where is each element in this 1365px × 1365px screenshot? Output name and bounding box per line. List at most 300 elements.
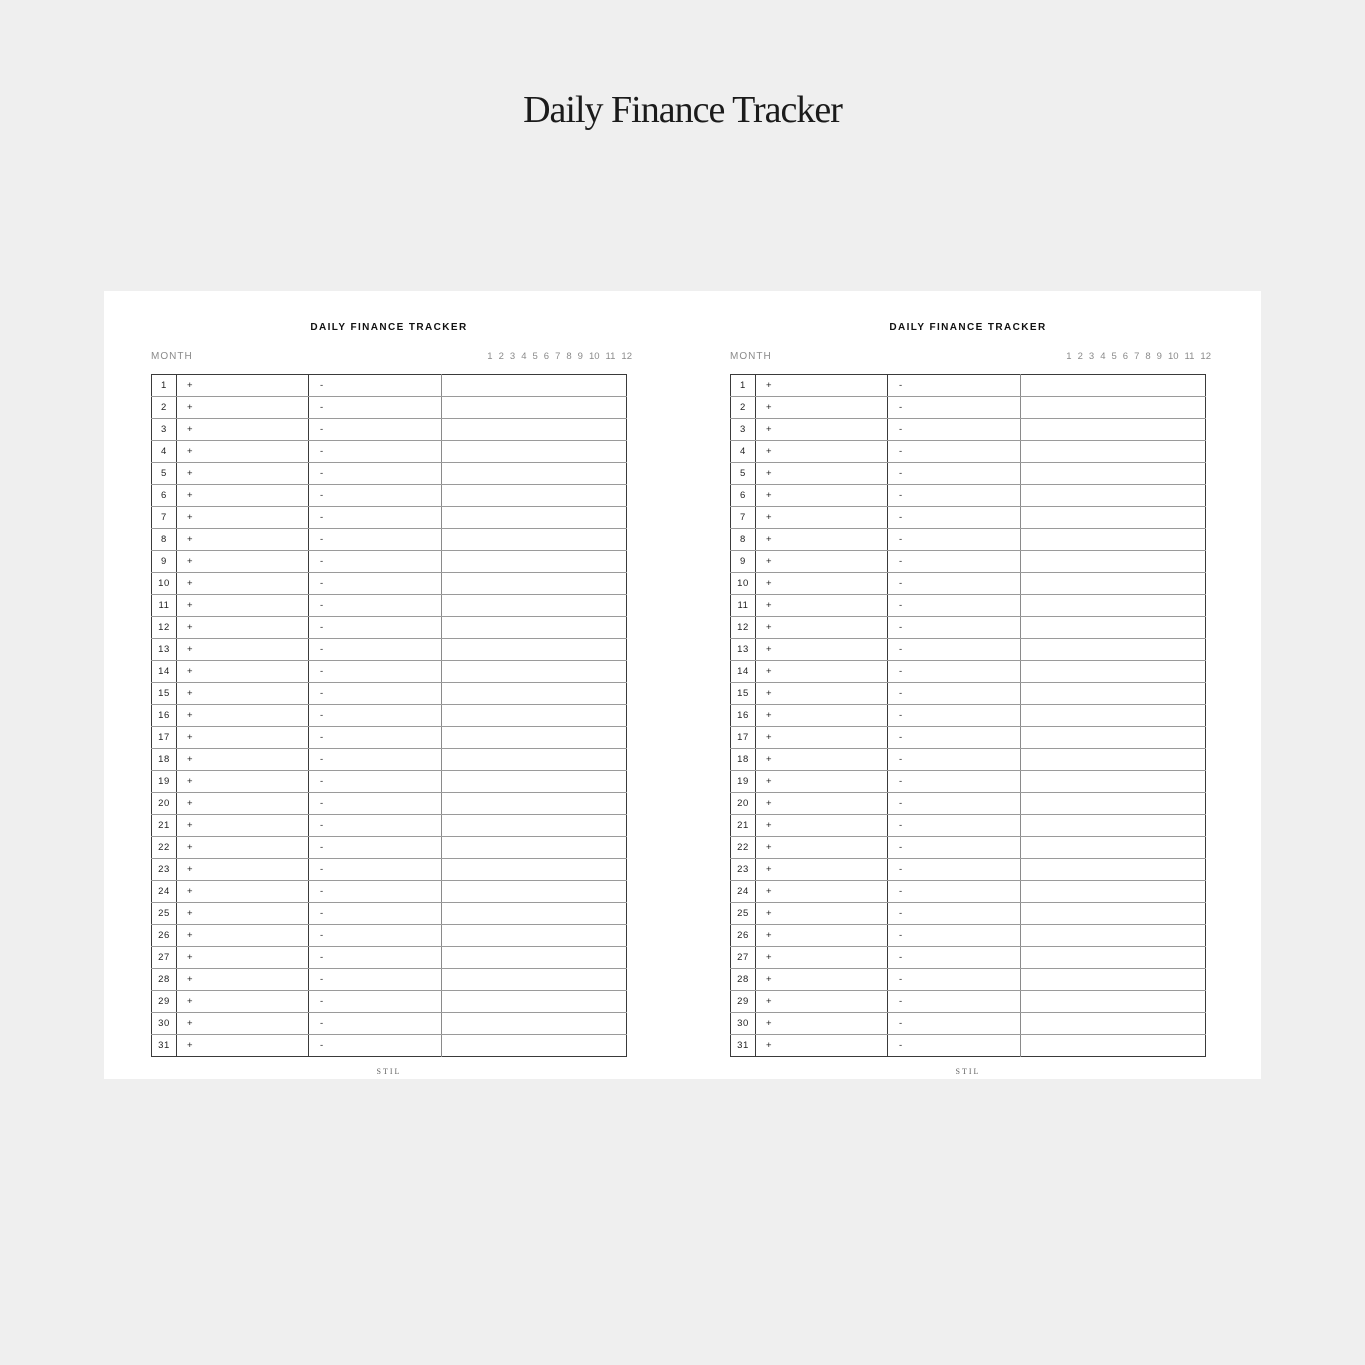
income-cell[interactable]: + bbox=[756, 1035, 888, 1057]
notes-cell[interactable] bbox=[1021, 617, 1206, 639]
expense-cell[interactable]: - bbox=[888, 859, 1021, 881]
expense-cell[interactable]: - bbox=[309, 375, 442, 397]
month-selector bbox=[1066, 351, 1211, 362]
expense-cell[interactable]: - bbox=[309, 969, 442, 991]
day-number: 8 bbox=[731, 529, 756, 551]
expense-cell[interactable]: - bbox=[888, 903, 1021, 925]
table-row bbox=[731, 573, 1206, 595]
income-cell[interactable]: + bbox=[756, 793, 888, 815]
expense-cell[interactable]: - bbox=[309, 1013, 442, 1035]
notes-cell[interactable] bbox=[442, 749, 627, 771]
expense-cell[interactable]: - bbox=[888, 969, 1021, 991]
day-number: 22 bbox=[731, 837, 756, 859]
expense-cell[interactable]: - bbox=[888, 551, 1021, 573]
income-cell[interactable]: + bbox=[177, 727, 309, 749]
expense-cell[interactable]: - bbox=[888, 881, 1021, 903]
notes-cell[interactable] bbox=[1021, 749, 1206, 771]
expense-cell[interactable]: - bbox=[888, 397, 1021, 419]
day-number: 20 bbox=[731, 793, 756, 815]
income-cell[interactable]: + bbox=[177, 397, 309, 419]
expense-cell[interactable]: - bbox=[888, 1035, 1021, 1057]
expense-cell[interactable]: - bbox=[309, 639, 442, 661]
day-number: 9 bbox=[152, 551, 177, 573]
income-cell[interactable]: + bbox=[177, 991, 309, 1013]
income-cell[interactable]: + bbox=[177, 595, 309, 617]
notes-cell[interactable] bbox=[1021, 727, 1206, 749]
notes-cell[interactable] bbox=[442, 573, 627, 595]
notes-cell[interactable] bbox=[1021, 419, 1206, 441]
notes-cell[interactable] bbox=[442, 639, 627, 661]
income-cell[interactable]: + bbox=[756, 859, 888, 881]
month-option[interactable]: 7 bbox=[555, 351, 561, 362]
expense-cell[interactable]: - bbox=[888, 837, 1021, 859]
expense-cell[interactable]: - bbox=[309, 529, 442, 551]
notes-cell[interactable] bbox=[1021, 925, 1206, 947]
table-row bbox=[152, 947, 627, 969]
notes-cell[interactable] bbox=[442, 727, 627, 749]
notes-cell[interactable] bbox=[442, 947, 627, 969]
expense-cell[interactable]: - bbox=[888, 991, 1021, 1013]
planner-spread bbox=[104, 291, 1261, 1079]
table-row bbox=[731, 991, 1206, 1013]
month-option[interactable]: 9 bbox=[1156, 351, 1162, 362]
income-cell[interactable]: + bbox=[756, 881, 888, 903]
expense-cell[interactable]: - bbox=[309, 749, 442, 771]
table-row bbox=[152, 815, 627, 837]
table-row bbox=[152, 375, 627, 397]
day-number: 16 bbox=[152, 705, 177, 727]
month-option[interactable]: 8 bbox=[566, 351, 572, 362]
expense-cell[interactable]: - bbox=[309, 617, 442, 639]
income-cell[interactable]: + bbox=[756, 529, 888, 551]
notes-cell[interactable] bbox=[442, 969, 627, 991]
table-row bbox=[731, 837, 1206, 859]
day-number: 4 bbox=[731, 441, 756, 463]
expense-cell[interactable]: - bbox=[309, 705, 442, 727]
table-row bbox=[152, 925, 627, 947]
income-cell[interactable]: + bbox=[177, 749, 309, 771]
day-number: 7 bbox=[152, 507, 177, 529]
expense-cell[interactable]: - bbox=[888, 727, 1021, 749]
day-number: 10 bbox=[731, 573, 756, 595]
notes-cell[interactable] bbox=[442, 1035, 627, 1057]
expense-cell[interactable]: - bbox=[888, 463, 1021, 485]
month-option[interactable]: 6 bbox=[543, 351, 550, 362]
table-row bbox=[731, 749, 1206, 771]
expense-cell[interactable]: - bbox=[888, 617, 1021, 639]
month-option[interactable]: 10 bbox=[588, 351, 600, 362]
notes-cell[interactable] bbox=[442, 1013, 627, 1035]
table-row bbox=[731, 815, 1206, 837]
expense-cell[interactable]: - bbox=[309, 727, 442, 749]
day-number: 11 bbox=[152, 595, 177, 617]
brand-logo: STIL bbox=[376, 1067, 402, 1076]
month-option[interactable]: 9 bbox=[577, 351, 583, 362]
income-cell[interactable]: + bbox=[177, 881, 309, 903]
notes-cell[interactable] bbox=[1021, 969, 1206, 991]
expense-cell[interactable]: - bbox=[309, 991, 442, 1013]
expense-cell[interactable]: - bbox=[309, 441, 442, 463]
notes-cell[interactable] bbox=[1021, 815, 1206, 837]
table-row bbox=[152, 573, 627, 595]
day-number: 3 bbox=[152, 419, 177, 441]
table-row bbox=[152, 771, 627, 793]
table-row bbox=[152, 419, 627, 441]
month-option[interactable]: 4 bbox=[1100, 351, 1106, 362]
expense-cell[interactable]: - bbox=[888, 683, 1021, 705]
expense-cell[interactable]: - bbox=[309, 507, 442, 529]
day-number: 23 bbox=[731, 859, 756, 881]
notes-cell[interactable] bbox=[1021, 529, 1206, 551]
expense-cell[interactable]: - bbox=[309, 661, 442, 683]
table-row bbox=[152, 595, 627, 617]
day-number: 19 bbox=[731, 771, 756, 793]
notes-cell[interactable] bbox=[442, 375, 627, 397]
day-number: 26 bbox=[731, 925, 756, 947]
expense-cell[interactable]: - bbox=[309, 551, 442, 573]
notes-cell[interactable] bbox=[1021, 837, 1206, 859]
table-row bbox=[152, 683, 627, 705]
notes-cell[interactable] bbox=[442, 397, 627, 419]
expense-cell[interactable]: - bbox=[309, 573, 442, 595]
day-number: 29 bbox=[152, 991, 177, 1013]
notes-cell[interactable] bbox=[1021, 991, 1206, 1013]
notes-cell[interactable] bbox=[442, 617, 627, 639]
expense-cell[interactable]: - bbox=[888, 375, 1021, 397]
day-number: 18 bbox=[152, 749, 177, 771]
table-row bbox=[731, 1013, 1206, 1035]
table-row bbox=[731, 485, 1206, 507]
expense-cell[interactable]: - bbox=[888, 771, 1021, 793]
notes-cell[interactable] bbox=[442, 661, 627, 683]
table-row bbox=[152, 793, 627, 815]
notes-cell[interactable] bbox=[1021, 683, 1206, 705]
income-cell[interactable]: + bbox=[177, 1013, 309, 1035]
expense-cell[interactable]: - bbox=[309, 793, 442, 815]
notes-cell[interactable] bbox=[1021, 375, 1206, 397]
expense-cell[interactable]: - bbox=[309, 947, 442, 969]
income-cell[interactable]: + bbox=[756, 749, 888, 771]
table-row bbox=[152, 617, 627, 639]
day-number: 13 bbox=[152, 639, 177, 661]
income-cell[interactable]: + bbox=[756, 1013, 888, 1035]
expense-cell[interactable]: - bbox=[888, 507, 1021, 529]
notes-cell[interactable] bbox=[442, 507, 627, 529]
notes-cell[interactable] bbox=[442, 551, 627, 573]
income-cell[interactable]: + bbox=[177, 573, 309, 595]
income-cell[interactable]: + bbox=[756, 463, 888, 485]
expense-cell[interactable]: - bbox=[309, 595, 442, 617]
notes-cell[interactable] bbox=[442, 463, 627, 485]
day-number: 14 bbox=[731, 661, 756, 683]
expense-cell[interactable]: - bbox=[888, 815, 1021, 837]
income-cell[interactable]: + bbox=[756, 485, 888, 507]
income-cell[interactable]: + bbox=[756, 815, 888, 837]
notes-cell[interactable] bbox=[1021, 573, 1206, 595]
income-cell[interactable]: + bbox=[177, 419, 309, 441]
table-row bbox=[152, 463, 627, 485]
income-cell[interactable]: + bbox=[756, 419, 888, 441]
income-cell[interactable]: + bbox=[177, 859, 309, 881]
month-option[interactable]: 1 bbox=[1066, 351, 1072, 362]
expense-cell[interactable]: - bbox=[309, 837, 442, 859]
table-row bbox=[731, 925, 1206, 947]
table-row bbox=[152, 837, 627, 859]
income-cell[interactable]: + bbox=[177, 551, 309, 573]
notes-cell[interactable] bbox=[1021, 947, 1206, 969]
month-option[interactable]: 5 bbox=[532, 351, 538, 362]
notes-cell[interactable] bbox=[442, 683, 627, 705]
expense-cell[interactable]: - bbox=[888, 441, 1021, 463]
month-option[interactable]: 3 bbox=[509, 351, 516, 362]
month-option[interactable]: 2 bbox=[498, 351, 504, 362]
table-row bbox=[152, 507, 627, 529]
expense-cell[interactable]: - bbox=[888, 947, 1021, 969]
notes-cell[interactable] bbox=[442, 881, 627, 903]
expense-cell[interactable]: - bbox=[309, 903, 442, 925]
income-cell[interactable]: + bbox=[177, 837, 309, 859]
income-cell[interactable]: + bbox=[177, 683, 309, 705]
notes-cell[interactable] bbox=[442, 793, 627, 815]
notes-cell[interactable] bbox=[442, 859, 627, 881]
notes-cell[interactable] bbox=[1021, 903, 1206, 925]
notes-cell[interactable] bbox=[1021, 463, 1206, 485]
notes-cell[interactable] bbox=[442, 771, 627, 793]
income-cell[interactable]: + bbox=[177, 815, 309, 837]
day-number: 30 bbox=[152, 1013, 177, 1035]
day-number: 28 bbox=[152, 969, 177, 991]
notes-cell[interactable] bbox=[1021, 705, 1206, 727]
month-option[interactable]: 11 bbox=[1184, 351, 1195, 362]
expense-cell[interactable]: - bbox=[309, 683, 442, 705]
expense-cell[interactable]: - bbox=[309, 397, 442, 419]
notes-cell[interactable] bbox=[1021, 771, 1206, 793]
table-row bbox=[731, 441, 1206, 463]
notes-cell[interactable] bbox=[1021, 397, 1206, 419]
income-cell[interactable]: + bbox=[756, 639, 888, 661]
income-cell[interactable]: + bbox=[756, 595, 888, 617]
expense-cell[interactable]: - bbox=[888, 793, 1021, 815]
table-row bbox=[731, 463, 1206, 485]
income-cell[interactable]: + bbox=[756, 947, 888, 969]
income-cell[interactable]: + bbox=[756, 969, 888, 991]
income-cell[interactable]: + bbox=[177, 463, 309, 485]
income-cell[interactable]: + bbox=[177, 793, 309, 815]
day-number: 6 bbox=[731, 485, 756, 507]
day-number: 18 bbox=[731, 749, 756, 771]
expense-cell[interactable]: - bbox=[309, 771, 442, 793]
day-number: 3 bbox=[731, 419, 756, 441]
expense-cell[interactable]: - bbox=[888, 529, 1021, 551]
income-cell[interactable]: + bbox=[177, 375, 309, 397]
income-cell[interactable]: + bbox=[756, 683, 888, 705]
month-option[interactable]: 3 bbox=[1088, 351, 1095, 362]
month-option[interactable]: 8 bbox=[1145, 351, 1151, 362]
month-option[interactable]: 1 bbox=[487, 351, 493, 362]
expense-cell[interactable]: - bbox=[888, 639, 1021, 661]
income-cell[interactable]: + bbox=[177, 1035, 309, 1057]
notes-cell[interactable] bbox=[442, 925, 627, 947]
income-cell[interactable]: + bbox=[756, 573, 888, 595]
income-cell[interactable]: + bbox=[756, 705, 888, 727]
income-cell[interactable]: + bbox=[177, 969, 309, 991]
table-row bbox=[152, 969, 627, 991]
income-cell[interactable]: + bbox=[756, 903, 888, 925]
expense-cell[interactable]: - bbox=[309, 815, 442, 837]
day-number: 1 bbox=[152, 375, 177, 397]
expense-cell[interactable]: - bbox=[888, 419, 1021, 441]
expense-cell[interactable]: - bbox=[309, 1035, 442, 1057]
table-row bbox=[731, 683, 1206, 705]
income-cell[interactable]: + bbox=[756, 397, 888, 419]
day-number: 20 bbox=[152, 793, 177, 815]
table-row bbox=[731, 969, 1206, 991]
table-row bbox=[731, 859, 1206, 881]
income-cell[interactable]: + bbox=[177, 485, 309, 507]
income-cell[interactable]: + bbox=[756, 925, 888, 947]
day-number: 22 bbox=[152, 837, 177, 859]
expense-cell[interactable]: - bbox=[888, 1013, 1021, 1035]
day-number: 7 bbox=[731, 507, 756, 529]
day-number: 13 bbox=[731, 639, 756, 661]
month-option[interactable]: 12 bbox=[1200, 351, 1211, 362]
brand-logo: STIL bbox=[955, 1067, 981, 1076]
notes-cell[interactable] bbox=[442, 529, 627, 551]
notes-cell[interactable] bbox=[1021, 441, 1206, 463]
day-number: 8 bbox=[152, 529, 177, 551]
table-row bbox=[731, 375, 1206, 397]
notes-cell[interactable] bbox=[442, 705, 627, 727]
day-number: 14 bbox=[152, 661, 177, 683]
table-row bbox=[152, 1035, 627, 1057]
income-cell[interactable]: + bbox=[756, 441, 888, 463]
notes-cell[interactable] bbox=[1021, 881, 1206, 903]
table-row bbox=[731, 507, 1206, 529]
notes-cell[interactable] bbox=[1021, 639, 1206, 661]
income-cell[interactable]: + bbox=[177, 771, 309, 793]
month-label: MONTH bbox=[151, 351, 193, 362]
income-cell[interactable]: + bbox=[177, 925, 309, 947]
notes-cell[interactable] bbox=[1021, 595, 1206, 617]
table-row bbox=[152, 661, 627, 683]
notes-cell[interactable] bbox=[442, 485, 627, 507]
notes-cell[interactable] bbox=[442, 903, 627, 925]
income-cell[interactable]: + bbox=[756, 551, 888, 573]
expense-cell[interactable]: - bbox=[309, 881, 442, 903]
day-number: 17 bbox=[152, 727, 177, 749]
notes-cell[interactable] bbox=[1021, 661, 1206, 683]
day-number: 26 bbox=[152, 925, 177, 947]
notes-cell[interactable] bbox=[1021, 551, 1206, 573]
table-row bbox=[152, 639, 627, 661]
notes-cell[interactable] bbox=[442, 419, 627, 441]
day-number: 2 bbox=[731, 397, 756, 419]
income-cell[interactable]: + bbox=[177, 705, 309, 727]
expense-cell[interactable]: - bbox=[888, 705, 1021, 727]
notes-cell[interactable] bbox=[442, 441, 627, 463]
month-option[interactable]: 7 bbox=[1134, 351, 1140, 362]
day-number: 27 bbox=[152, 947, 177, 969]
notes-cell[interactable] bbox=[1021, 485, 1206, 507]
income-cell[interactable]: + bbox=[756, 991, 888, 1013]
income-cell[interactable]: + bbox=[756, 375, 888, 397]
notes-cell[interactable] bbox=[442, 815, 627, 837]
table-row bbox=[731, 903, 1206, 925]
day-number: 19 bbox=[152, 771, 177, 793]
income-cell[interactable]: + bbox=[756, 727, 888, 749]
day-number: 23 bbox=[152, 859, 177, 881]
table-row bbox=[731, 1035, 1206, 1057]
expense-cell[interactable]: - bbox=[888, 573, 1021, 595]
income-cell[interactable]: + bbox=[756, 771, 888, 793]
month-option[interactable]: 6 bbox=[1122, 351, 1129, 362]
notes-cell[interactable] bbox=[1021, 1035, 1206, 1057]
month-option[interactable]: 12 bbox=[621, 351, 632, 362]
table-row bbox=[731, 617, 1206, 639]
table-row bbox=[152, 1013, 627, 1035]
table-row bbox=[152, 749, 627, 771]
expense-cell[interactable]: - bbox=[309, 925, 442, 947]
notes-cell[interactable] bbox=[1021, 507, 1206, 529]
income-cell[interactable]: + bbox=[756, 617, 888, 639]
table-row bbox=[731, 661, 1206, 683]
income-cell[interactable]: + bbox=[177, 903, 309, 925]
expense-cell[interactable]: - bbox=[888, 485, 1021, 507]
income-cell[interactable]: + bbox=[756, 661, 888, 683]
month-option[interactable]: 5 bbox=[1111, 351, 1117, 362]
income-cell[interactable]: + bbox=[177, 661, 309, 683]
notes-cell[interactable] bbox=[442, 837, 627, 859]
expense-cell[interactable]: - bbox=[888, 749, 1021, 771]
day-number: 25 bbox=[152, 903, 177, 925]
income-cell[interactable]: + bbox=[177, 639, 309, 661]
month-option[interactable]: 10 bbox=[1167, 351, 1179, 362]
income-cell[interactable]: + bbox=[177, 441, 309, 463]
day-number: 28 bbox=[731, 969, 756, 991]
expense-cell[interactable]: - bbox=[309, 419, 442, 441]
notes-cell[interactable] bbox=[1021, 859, 1206, 881]
income-cell[interactable]: + bbox=[756, 507, 888, 529]
notes-cell[interactable] bbox=[1021, 793, 1206, 815]
month-selector bbox=[487, 351, 632, 362]
day-number: 16 bbox=[731, 705, 756, 727]
page-title: Daily Finance Tracker bbox=[523, 89, 842, 131]
notes-cell[interactable] bbox=[442, 595, 627, 617]
month-option[interactable]: 4 bbox=[521, 351, 527, 362]
day-number: 9 bbox=[731, 551, 756, 573]
month-option[interactable]: 2 bbox=[1077, 351, 1083, 362]
day-number: 15 bbox=[731, 683, 756, 705]
expense-cell[interactable]: - bbox=[309, 463, 442, 485]
income-cell[interactable]: + bbox=[177, 617, 309, 639]
day-number: 1 bbox=[731, 375, 756, 397]
expense-cell[interactable]: - bbox=[888, 925, 1021, 947]
notes-cell[interactable] bbox=[1021, 1013, 1206, 1035]
expense-cell[interactable]: - bbox=[309, 859, 442, 881]
month-option[interactable]: 11 bbox=[605, 351, 616, 362]
expense-cell[interactable]: - bbox=[888, 595, 1021, 617]
table-row bbox=[731, 529, 1206, 551]
income-cell[interactable]: + bbox=[177, 507, 309, 529]
income-cell[interactable]: + bbox=[177, 947, 309, 969]
income-cell[interactable]: + bbox=[177, 529, 309, 551]
table-row bbox=[152, 529, 627, 551]
income-cell[interactable]: + bbox=[756, 837, 888, 859]
expense-cell[interactable]: - bbox=[309, 485, 442, 507]
notes-cell[interactable] bbox=[442, 991, 627, 1013]
day-number: 31 bbox=[731, 1035, 756, 1057]
expense-cell[interactable]: - bbox=[888, 661, 1021, 683]
